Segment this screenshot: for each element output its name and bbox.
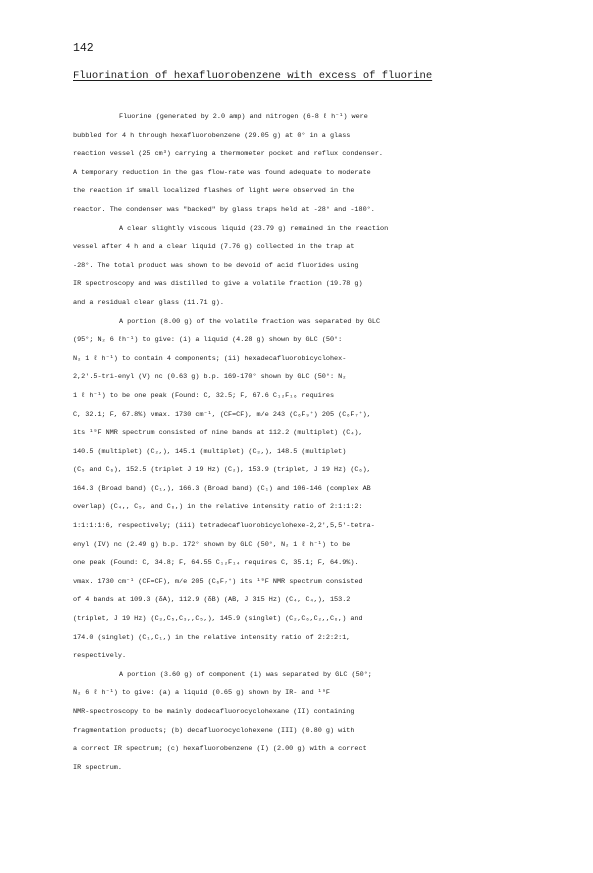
page-number: 142 <box>73 42 94 55</box>
text-line: IR spectroscopy and was distilled to give a volatile fraction (19.78 g) <box>73 280 363 289</box>
text-line: A portion (8.00 g) of the volatile fraction was separated by GLC <box>119 317 381 326</box>
text-line: respectively. <box>73 652 127 661</box>
text-line: reaction vessel (25 cm³) carrying a thermometer pocket and reflux condenser. <box>73 150 383 159</box>
text-line: (triplet, J 19 Hz) (C₃,C₅,C₃,,C₅,), 145.9 (singlet) (C₂,C₆,C₂,,C₆,) and <box>73 615 363 624</box>
text-line: 174.0 (singlet) (C₁,C₁,) in the relative intensity ratio of 2:2:2:1, <box>73 633 351 642</box>
text-line: the reaction if small localized flashes of light were observed in the <box>73 187 355 196</box>
text-line: νmax. 1730 cm⁻¹ (CF=CF), m/e 205 (C₆F₇⁺) its ¹⁹F NMR spectrum consisted <box>73 577 363 586</box>
text-line: bubbled for 4 h through hexafluorobenzene (29.05 g) at 0° in a glass <box>73 131 351 140</box>
text-line: its ¹⁹F NMR spectrum consisted of nine bands at 112.2 (multiplet) (C₄), <box>73 429 363 438</box>
text-line: vessel after 4 h and a clear liquid (7.76 g) collected in the trap at <box>73 243 355 252</box>
text-line: 140.5 (multiplet) (C₂,), 145.1 (multiplet) (C₃,), 148.5 (multiplet) <box>73 447 347 456</box>
text-line: (C₅ and C₆), 152.5 (triplet J 19 Hz) (C₂), 153.9 (triplet, J 19 Hz) (C₆), <box>73 466 371 475</box>
text-line: A portion (3.60 g) of component (i) was separated by GLC (50°; <box>119 670 372 679</box>
text-line: reactor. The condenser was "backed" by glass traps held at -28° and -180°. <box>73 205 375 214</box>
text-line: overlap) (C₄,, C₅, and C₆,) in the relative intensity ratio of 2:1:1:2: <box>73 503 363 512</box>
text-line: Fluorine (generated by 2.0 amp) and nitrogen (6-8 ℓ h⁻¹) were <box>119 113 368 121</box>
text-line: 2,2'.5-tri-enyl (V) nc (0.63 g) b.p. 169-170° shown by GLC (50°: N₂ <box>73 373 347 382</box>
text-line: and a residual clear glass (11.71 g). <box>73 298 224 307</box>
text-line: C, 32.1; F, 67.8%) νmax. 1730 cm⁻¹, (CF=CF), m/e 243 (C₆F₉⁺) 205 (C₆F₇⁺), <box>73 410 371 419</box>
text-line: one peak (Found: C, 34.8; F, 64.55 C₁₂F₁₄ requires C, 35.1; F, 64.9%). <box>73 559 359 568</box>
text-line: 164.3 (Broad band) (C₁,), 166.3 (Broad band) (C₁) and 106-146 (complex AB <box>73 484 371 493</box>
text-line: fragmentation products; (b) decafluorocyclohexene (III) (0.80 g) with <box>73 726 355 735</box>
text-line: N₂ 6 ℓ h⁻¹) to give: (a) a liquid (0.65 g) shown by IR- and ¹⁹F <box>73 689 330 698</box>
text-line: enyl (IV) nc (2.49 g) b.p. 172° shown by GLC (50°, N₂ 1 ℓ h⁻¹) to be <box>73 540 351 549</box>
text-line: A temporary reduction in the gas flow-rate was found adequate to moderate <box>73 168 371 177</box>
text-line: NMR-spectroscopy to be mainly dodecafluorocyclohexane (II) containing <box>73 708 355 716</box>
text-line: IR spectrum. <box>73 763 122 772</box>
section-heading: Fluorination of hexafluorobenzene with excess of fluorine <box>73 70 433 82</box>
body-text <box>73 108 593 777</box>
text-line: of 4 bands at 109.3 (δA), 112.9 (δB) (AB, J 315 Hz) (C₄, C₄,), 153.2 <box>73 596 351 605</box>
text-line: a correct IR spectrum; (c) hexafluorobenzene (I) (2.00 g) with a correct <box>73 745 367 754</box>
text-line: 1 ℓ h⁻¹) to be one peak (Found: C, 32.5; F, 67.6 C₁₂F₁₆ requires <box>73 391 335 400</box>
text-line: (95°; N₂ 6 ℓh⁻¹) to give: (i) a liquid (4.28 g) shown by GLC (50°: <box>73 336 343 345</box>
text-line: N₂ 1 ℓ h⁻¹) to contain 4 components; (ii) hexadecafluorobicyclohex- <box>73 354 347 363</box>
text-line: A clear slightly viscous liquid (23.79 g) remained in the reaction <box>119 224 389 233</box>
text-line: -28°. The total product was shown to be devoid of acid fluorides using <box>73 261 359 270</box>
text-line: 1:1:1:1:6, respectively; (iii) tetradecafluorobicyclohexe-2,2',5,5'-tetra- <box>73 522 375 531</box>
